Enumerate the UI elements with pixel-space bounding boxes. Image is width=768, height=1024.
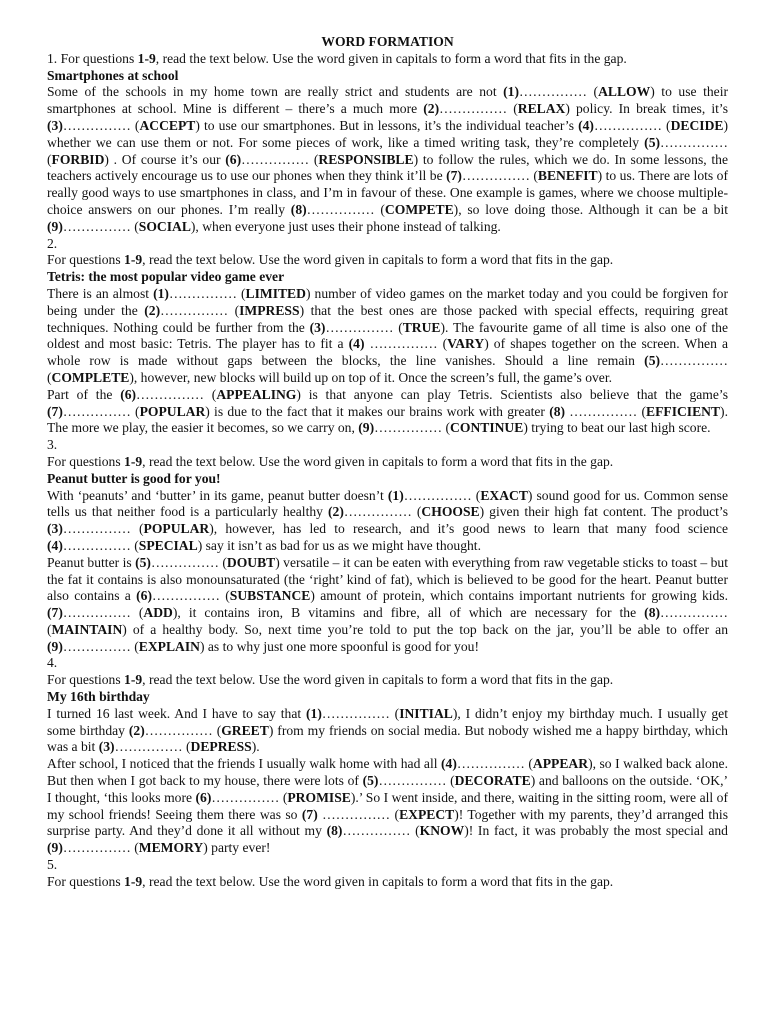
section-4-text: I turned 16 last week. And I have to say that (1)…………… (INITIAL), I didn’t enjoy my birthday much. I usually get some birthday (2)…………… (GREET) from my friends on social media. But nobody wished me a happy birthday, which was a bit (3)…………… (DEPRESS). — [47, 705, 728, 755]
section-2-instruction: For questions 1-9, read the text below. Use the word given in capitals to form a word that fits in the gap. — [47, 252, 614, 268]
section-2-heading: Tetris: the most popular video game ever — [47, 269, 285, 285]
section-4-instruction: For questions 1-9, read the text below. Use the word given in capitals to form a word that fits in the gap. — [47, 672, 614, 688]
section-3-heading: Peanut butter is good for you! — [47, 470, 221, 486]
section-5-number: 5. — [47, 857, 58, 873]
section-3-text-2: Peanut butter is (5)…………… (DOUBT) versatile – it can be eaten with everything from raw vegetable sticks to toast – but the fat it contains is also monounsaturated (the ‘right’ kind of fat), which is believed to be good for the heart. Peanut butter also contains a (6)…………… (SUBSTANCE) amount of protein, which contains important nutrients for growing kids. (7)…………… (ADD), it contains iron, B vitamins and fibre, all of which are necessary for the (8)…………… (MAINTAIN) of a healthy body. So, next time you’re told to put the top back on the jar, you’ll be able to offer an (9)…………… (EXPLAIN) as to why just one more spoonful is good for you! — [47, 554, 728, 654]
section-2-text: There is an almost (1)…………… (LIMITED) number of video games on the market today and you could be forgiven for being under the (2)…………… (IMPRESS) that the best ones are those packed with special effects, requiring great techniques. Nothing could be further from the (3)…………… (TRUE). The favourite game of all time is also one of the oldest and most basic: Tetris. The player has to fit a (4) …………… (VARY) of shapes together on the screen. When a whole row is made without gaps between the blocks, the line vanishes. Should a line remain (5)…………… (COMPLETE), however, new blocks will build up on top of it. Once the screen’s full, the game’s over. — [47, 285, 728, 385]
section-1-text: Some of the schools in my home town are really strict and students are not (1)…………… (ALLOW) to use their smartphones at school. Mine is different – there’s a much more (2)…………… (RELAX) policy. In break times, it’s (3)…………… (ACCEPT) to use our smartphones. But in lessons, it’s the individual teacher’s (4)…………… (DECIDE) whether we can use them or not. For some pieces of work, like a timed writing task, they’re completely (5)…………… (FORBID) . Of course it’s our (6)…………… (RESPONSIBLE) to follow the rules, which we do. In some lessons, the teachers actively encourage us to use our phones when they think it’ll be (7)…………… (BENEFIT) to us. There are lots of really good ways to use smartphones in class, and I’m in favour of these. One example is games, where we choose multiple-choice answers on our phones. I’m really (8)…………… (COMPETE), so love doing those. Although it can be a bit (9)…………… (SOCIAL), when everyone just uses their phone instead of talking. — [47, 84, 728, 234]
section-3-text: With ‘peanuts’ and ‘butter’ in its game, peanut butter doesn’t (1)…………… (EXACT) sound good for us. Common sense tells us that neither food is a particularly healthy (2)…………… (CHOOSE) given their high fat content. The product’s (3)…………… (POPULAR), however, has led to research, and it’s good news to learn that many food science (4)…………… (SPECIAL) say it isn’t as bad for us as we might have thought. — [47, 487, 728, 553]
section-3-instruction: For questions 1-9, read the text below. Use the word given in capitals to form a word that fits in the gap. — [47, 453, 614, 469]
page-title: WORD FORMATION — [321, 34, 454, 49]
section-5-instruction: For questions 1-9, read the text below. Use the word given in capitals to form a word that fits in the gap. — [47, 873, 614, 889]
section-2-text-2: Part of the (6)…………… (APPEALING) is that anyone can play Tetris. Scientists also believe that the game’s (7)…………… (POPULAR) is due to the fact that it makes our brains work with greater (8) …………… (EFFICIENT). The more we play, the easier it becomes, so we carry on, (9)…………… (CONTINUE) trying to beat our last high score. — [47, 386, 728, 436]
section-4-text-2: After school, I noticed that the friends I usually walk home with had all (4)…………… (APPEAR), so I walked back alone. But then when I got back to my house, there were lots of (5)…………… (DECORATE) and balloons on the outside. ‘OK,’ I thought, ‘this looks more (6)…………… (PROMISE).’ So I went inside, and there, waiting in the sitting room, were all of my school friends! Seeing them there was so (7) …………… (EXPECT)! Together with my parents, they’d arranged this surprise party. And they’d done it all without my (8)…………… (KNOW)! In fact, it was probably the most special and (9)…………… (MEMORY) party ever! — [47, 756, 729, 856]
section-1-number: 1. — [47, 50, 58, 66]
section-3-number: 3. — [47, 437, 58, 453]
section-4-number: 4. — [47, 655, 58, 671]
section-1-instruction: 1. For questions 1-9, read the text below. Use the word given in capitals to form a word that fits in the gap. — [47, 50, 627, 66]
section-4-heading: My 16th birthday — [47, 689, 150, 705]
section-2-number: 2. — [47, 235, 58, 251]
section-1-heading: Smartphones at school — [47, 67, 179, 83]
